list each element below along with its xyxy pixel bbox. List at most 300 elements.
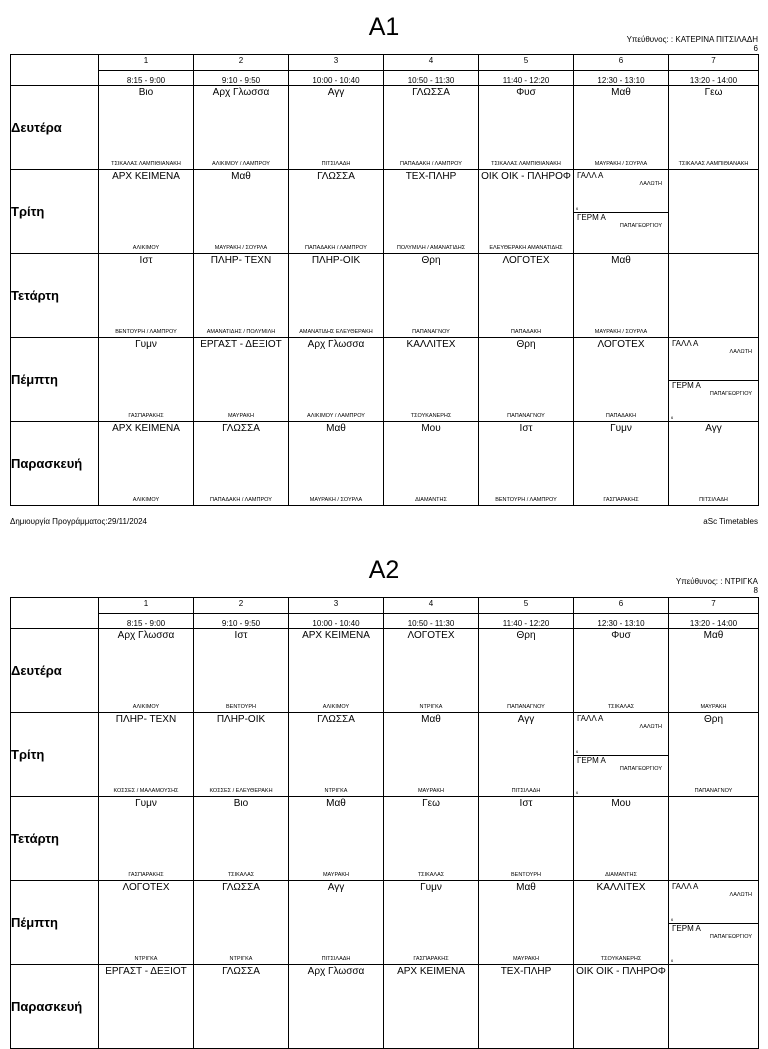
lesson-cell	[384, 422, 479, 506]
lesson-cell	[669, 629, 759, 713]
period-time: 13:20 - 14:00	[669, 71, 759, 86]
lesson	[289, 86, 383, 169]
lesson-teacher: ΠΑΠΑΔΑΚΗ / ΛΑΜΠΡΟΥ	[210, 497, 272, 503]
day-row	[11, 965, 759, 1049]
day-label: Πέμπτη	[11, 881, 99, 965]
period-number: 5	[479, 598, 574, 614]
lesson-cell	[384, 881, 479, 965]
lesson-teacher: ΒΕΝΤΟΥΡΗ / ΛΑΜΠΡΟΥ	[115, 329, 177, 335]
lesson	[384, 338, 478, 421]
lesson-teacher: ΓΑΣΠΑΡΑΚΗΣ	[413, 956, 449, 962]
lesson	[384, 965, 478, 1048]
lesson	[574, 86, 668, 169]
lesson	[289, 881, 383, 964]
lesson-subject: ΑΡΧ ΚΕΙΜΕΝΑ	[112, 423, 180, 434]
lesson-teacher: ΛΑΛΩΤΗ	[639, 724, 662, 730]
empty-slot	[669, 254, 758, 337]
lesson-cell	[479, 797, 574, 881]
lesson-cell	[669, 965, 759, 1049]
lesson-teacher: ΒΕΝΤΟΥΡΗ / ΛΑΜΠΡΟΥ	[495, 497, 557, 503]
lesson-teacher: ΠΑΠΑΝΑΓΝΟΥ	[507, 704, 545, 710]
lesson-subject: Γυμν	[135, 339, 157, 350]
day-label: Πέμπτη	[11, 338, 99, 422]
day-label: Τρίτη	[11, 713, 99, 797]
responsible-label: Υπεύθυνος: : ΚΑΤΕΡΙΝΑ ΠΙΤΣΙΛΑΔΗ	[626, 35, 758, 44]
lesson-cell	[99, 797, 194, 881]
timetable-grid	[10, 597, 759, 1049]
lesson-teacher: ΑΛΙΚΙΜΟΥ	[132, 704, 160, 710]
day-row	[11, 254, 759, 338]
responsible-teacher	[627, 35, 758, 53]
lesson	[384, 713, 478, 796]
group-marker: 6	[576, 748, 579, 754]
lesson-subject: Γυμν	[135, 798, 157, 809]
lesson	[574, 713, 668, 796]
lesson-cell	[574, 965, 669, 1049]
lesson	[289, 713, 383, 796]
lesson-teacher: ΠΑΠΑΔΑΚΗ / ΛΑΜΠΡΟΥ	[400, 161, 462, 167]
lesson-teacher: ΝΤΡΙΓΚΑ	[324, 788, 348, 794]
day-row	[11, 629, 759, 713]
lesson-teacher: ΠΙΤΣΙΛΑΔΗ	[511, 788, 541, 794]
lesson-cell	[194, 881, 289, 965]
lesson-subject: ΓΕΡΜ Α	[577, 212, 606, 222]
lesson-cell	[99, 422, 194, 506]
lesson-cell	[99, 713, 194, 797]
lesson-teacher: ΛΑΛΩΤΗ	[729, 892, 752, 898]
empty-slot	[669, 170, 758, 253]
lesson	[99, 86, 193, 169]
lesson	[479, 422, 573, 505]
corner-cell	[11, 598, 99, 629]
lesson	[669, 713, 758, 796]
period-time: 10:00 - 10:40	[289, 71, 384, 86]
lesson-subject: ΠΛΗΡ- ΤΕΧΝ	[210, 255, 272, 266]
lesson-teacher: ΠΑΠΑΝΑΓΝΟΥ	[507, 413, 545, 419]
period-number: 3	[289, 55, 384, 71]
lesson-subject: ΟΙΚ ΟΙΚ - ΠΛΗΡΟΦ	[481, 171, 571, 182]
period-number: 1	[99, 55, 194, 71]
lesson	[574, 881, 668, 964]
lesson-cell	[574, 338, 669, 422]
lesson-subject: Φυσ	[611, 630, 631, 641]
group-lesson-bottom	[669, 923, 758, 965]
period-number: 7	[669, 55, 759, 71]
lesson-subject: Θρη	[421, 255, 441, 266]
lesson-cell	[289, 881, 384, 965]
lesson-subject: ΠΛΗΡ- ΤΕΧΝ	[115, 714, 177, 725]
day-row	[11, 338, 759, 422]
lesson	[384, 254, 478, 337]
lesson-teacher: ΠΙΤΣΙΛΑΔΗ	[321, 956, 351, 962]
lesson-cell	[99, 86, 194, 170]
lesson-cell	[99, 254, 194, 338]
lesson-cell	[99, 170, 194, 254]
lesson	[479, 629, 573, 712]
lesson-cell	[194, 965, 289, 1049]
lesson-cell	[194, 338, 289, 422]
lesson-teacher: ΒΕΝΤΟΥΡΗ	[226, 704, 256, 710]
lesson	[479, 881, 573, 964]
period-time: 12:30 - 13:10	[574, 71, 669, 86]
lesson-subject: ΛΟΓΟΤΕΧ	[122, 882, 170, 893]
lesson-cell	[99, 338, 194, 422]
period-time: 11:40 - 12:20	[479, 614, 574, 629]
group-lesson-bottom	[669, 380, 758, 422]
lesson-subject: Γυμν	[420, 882, 442, 893]
lesson-teacher: ΜΑΥΡΑΚΗ	[700, 704, 727, 710]
lesson-cell	[669, 254, 759, 338]
period-number: 6	[574, 55, 669, 71]
lesson	[194, 881, 288, 964]
lesson-cell	[479, 629, 574, 713]
group-lesson-bottom	[574, 755, 668, 797]
period-number-row	[11, 55, 759, 71]
lesson	[194, 629, 288, 712]
lesson-cell	[194, 629, 289, 713]
lesson	[194, 338, 288, 421]
lesson	[194, 713, 288, 796]
day-label: Δευτέρα	[11, 86, 99, 170]
lesson-subject: Ιστ	[519, 798, 533, 809]
lesson-subject: ΛΟΓΟΤΕΧ	[407, 630, 455, 641]
lesson-cell	[289, 254, 384, 338]
lesson	[99, 797, 193, 880]
lesson-subject: ΓΛΩΣΣΑ	[222, 423, 260, 434]
lesson-teacher: ΠΙΤΣΙΛΑΔΗ	[321, 161, 351, 167]
lesson-teacher: ΜΑΥΡΑΚΗ	[417, 788, 445, 794]
day-label: Παρασκευή	[11, 965, 99, 1049]
lesson-subject: ΕΡΓΑΣΤ - ΔΕΞΙΟΤ	[105, 966, 187, 977]
lesson-cell	[669, 881, 759, 965]
lesson-teacher: ΠΑΠΑΓΕΩΡΓΙΟΥ	[709, 933, 752, 940]
lesson-cell	[194, 797, 289, 881]
day-label: Τρίτη	[11, 170, 99, 254]
lesson-cell	[384, 254, 479, 338]
lesson-cell	[99, 881, 194, 965]
group-lesson-top	[574, 170, 668, 213]
lesson-teacher: ΑΛΙΚΙΜΟΥ	[132, 497, 160, 503]
lesson-teacher: ΠΑΠΑΓΕΩΡΓΙΟΥ	[709, 390, 752, 397]
period-time: 13:20 - 14:00	[669, 614, 759, 629]
lesson-subject: ΓΛΩΣΣΑ	[412, 87, 450, 98]
period-time: 9:10 - 9:50	[194, 614, 289, 629]
lesson-teacher: ΝΤΡΙΓΚΑ	[134, 956, 158, 962]
lesson-teacher: ΜΑΥΡΑΚΗ	[512, 956, 540, 962]
lesson-cell	[384, 170, 479, 254]
lesson-teacher: ΓΑΣΠΑΡΑΚΗΣ	[128, 872, 164, 878]
lesson	[574, 422, 668, 505]
lesson-teacher: ΤΣΟΥΚΑΝΕΡΗΣ	[600, 956, 642, 962]
lesson-cell	[574, 422, 669, 506]
lesson-teacher: ΤΣΟΥΚΑΝΕΡΗΣ	[410, 413, 452, 419]
lesson-teacher: ΛΑΛΩΤΗ	[729, 349, 752, 355]
empty-slot	[669, 797, 758, 880]
lesson	[289, 338, 383, 421]
group-marker: 6	[671, 415, 674, 420]
lesson	[289, 254, 383, 337]
lesson-cell	[384, 629, 479, 713]
group-lesson-top	[574, 713, 668, 756]
lesson-subject: Αγγ	[327, 882, 345, 893]
class-title: A2	[368, 556, 400, 584]
lesson-subject: Θρη	[703, 714, 724, 725]
lesson-teacher: ΤΣΙΚΑΛΑΣ	[417, 872, 445, 878]
day-row	[11, 881, 759, 965]
lesson-subject: ΓΛΩΣΣΑ	[317, 714, 355, 725]
lesson-subject: Γεω	[422, 798, 440, 809]
lesson-subject: ΓΛΩΣΣΑ	[222, 966, 260, 977]
lesson-teacher: ΠΑΠΑΔΑΚΗ / ΛΑΜΠΡΟΥ	[305, 245, 367, 251]
lesson	[194, 254, 288, 337]
period-number: 4	[384, 55, 479, 71]
lesson	[479, 170, 573, 253]
lesson-subject: ΛΟΓΟΤΕΧ	[597, 339, 645, 350]
lesson	[194, 422, 288, 505]
lesson-teacher: ΑΛΙΚΙΜΟΥ	[132, 245, 160, 251]
lesson-subject: Ιστ	[234, 630, 248, 641]
lesson-cell	[99, 965, 194, 1049]
lesson-subject: Αρχ Γλωσσα	[117, 630, 175, 641]
period-time: 11:40 - 12:20	[479, 71, 574, 86]
lesson-cell	[384, 86, 479, 170]
period-time: 10:00 - 10:40	[289, 614, 384, 629]
lesson-subject: Μαθ	[326, 423, 346, 434]
lesson-cell	[479, 881, 574, 965]
lesson-cell	[384, 338, 479, 422]
period-number: 6	[574, 598, 669, 614]
lesson	[479, 797, 573, 880]
period-time: 8:15 - 9:00	[99, 71, 194, 86]
lesson-subject: Μου	[611, 798, 631, 809]
lesson-subject: ΓΛΩΣΣΑ	[317, 171, 355, 182]
lesson	[384, 629, 478, 712]
lesson-subject: Μαθ	[611, 255, 631, 266]
lesson-cell	[669, 338, 759, 422]
day-row	[11, 86, 759, 170]
lesson-subject: Αγγ	[705, 423, 722, 434]
lesson-teacher: ΤΣΙΚΑΛΑΣ ΛΑΜΠΙΘΙΑΝΑΚΗ	[491, 161, 561, 167]
lesson-teacher: ΜΑΥΡΑΚΗ	[322, 872, 350, 878]
lesson-subject: Αρχ Γλωσσα	[212, 87, 270, 98]
lesson-teacher: ΝΤΡΙΓΚΑ	[419, 704, 443, 710]
corner-cell	[11, 55, 99, 86]
group-marker: 6	[576, 205, 579, 211]
lesson-cell	[479, 86, 574, 170]
lesson-teacher: ΔΙΑΜΑΝΤΗΣ	[415, 497, 447, 503]
day-label: Τετάρτη	[11, 797, 99, 881]
lesson	[574, 170, 668, 253]
lesson-subject: Ιστ	[139, 255, 153, 266]
lesson	[289, 170, 383, 253]
lesson-subject: Αγγ	[517, 714, 535, 725]
lesson-cell	[289, 422, 384, 506]
timetable-block-a2	[10, 553, 758, 1033]
lesson-subject: Μαθ	[611, 87, 631, 98]
lesson-subject: Αρχ Γλωσσα	[307, 339, 365, 350]
lesson-teacher: ΠΑΠΑΓΕΩΡΓΙΟΥ	[619, 222, 662, 229]
lesson	[384, 170, 478, 253]
lesson	[384, 422, 478, 505]
lesson-cell	[384, 965, 479, 1049]
lesson-subject: ΠΛΗΡ-ΟΙΚ	[216, 714, 266, 725]
lesson-cell	[479, 254, 574, 338]
lesson-subject: ΚΑΛΛΙΤΕΧ	[406, 339, 456, 350]
lesson	[194, 86, 288, 169]
period-number: 2	[194, 55, 289, 71]
lesson-cell	[99, 629, 194, 713]
lesson-subject: Μαθ	[326, 798, 346, 809]
lesson-teacher: ΜΑΥΡΑΚΗ	[227, 413, 255, 419]
group-lesson-top	[669, 338, 758, 381]
lesson-subject: Μαθ	[703, 630, 724, 641]
responsible-number: 8	[753, 586, 758, 595]
lesson	[99, 881, 193, 964]
lesson-subject: Αρχ Γλωσσα	[307, 966, 365, 977]
lesson-cell	[574, 170, 669, 254]
period-time-row	[11, 71, 759, 86]
lesson-teacher: ΑΛΙΚΙΜΟΥ / ΛΑΜΠΡΟΥ	[212, 161, 270, 167]
lesson-subject: ΓΕΡΜ Α	[672, 923, 701, 933]
period-time: 9:10 - 9:50	[194, 71, 289, 86]
lesson-subject: Ιστ	[519, 423, 533, 434]
period-time: 10:50 - 11:30	[384, 71, 479, 86]
day-label: Τετάρτη	[11, 254, 99, 338]
lesson-cell	[669, 422, 759, 506]
lesson-subject: Μαθ	[516, 882, 536, 893]
group-lesson-bottom	[574, 212, 668, 254]
period-time: 12:30 - 13:10	[574, 614, 669, 629]
responsible-number: 6	[753, 44, 758, 53]
lesson-cell	[574, 254, 669, 338]
lesson-subject: Θρη	[516, 630, 536, 641]
lesson-subject: ΓΕΡΜ Α	[672, 380, 701, 390]
lesson-cell	[289, 338, 384, 422]
lesson	[574, 629, 668, 712]
lesson-teacher: ΠΟΛΥΜΙΛΗ / ΑΜΑΝΑΤΙΔΗΣ	[396, 245, 466, 251]
lesson-teacher: ΜΑΥΡΑΚΗ / ΣΟΥΡΛΑ	[594, 161, 648, 167]
lesson	[99, 965, 193, 1048]
lesson-teacher: ΤΣΙΚΑΛΑΣ ΛΑΜΠΙΘΙΑΝΑΚΗ	[678, 161, 749, 167]
lesson	[479, 713, 573, 796]
lesson-teacher: ΔΙΑΜΑΝΤΗΣ	[605, 872, 637, 878]
group-marker: 6	[671, 958, 674, 963]
lesson-teacher: ΚΟΣΣΕΣ / ΕΛΕΥΘΕΡΑΚΗ	[209, 788, 273, 794]
day-row	[11, 713, 759, 797]
lesson-cell	[289, 629, 384, 713]
lesson-subject: ΓΛΩΣΣΑ	[222, 882, 260, 893]
lesson	[669, 338, 758, 421]
lesson-cell	[574, 797, 669, 881]
period-number: 7	[669, 598, 759, 614]
created-date: Δημιουργία Προγράμματος:29/11/2024	[10, 517, 147, 526]
lesson	[669, 629, 758, 712]
lesson-subject: Φυσ	[516, 87, 536, 98]
lesson-teacher: ΜΑΥΡΑΚΗ / ΣΟΥΡΛΑ	[594, 329, 648, 335]
lesson-cell	[574, 713, 669, 797]
lesson-subject: ΑΡΧ ΚΕΙΜΕΝΑ	[112, 171, 180, 182]
lesson-subject: Βιο	[233, 798, 249, 809]
lesson-cell	[479, 338, 574, 422]
lesson-subject: Βιο	[138, 87, 154, 98]
group-marker: 6	[671, 916, 674, 922]
lesson	[479, 338, 573, 421]
lesson	[669, 86, 758, 169]
lesson-cell	[479, 170, 574, 254]
period-number: 4	[384, 598, 479, 614]
lesson	[99, 338, 193, 421]
lesson-teacher: ΑΛΙΚΙΜΟΥ	[322, 704, 350, 710]
day-row	[11, 422, 759, 506]
lesson	[574, 254, 668, 337]
lesson-cell	[289, 86, 384, 170]
lesson-cell	[289, 965, 384, 1049]
lesson-subject: ΚΑΛΛΙΤΕΧ	[596, 882, 646, 893]
lesson-subject: ΓΑΛΛ Α	[577, 171, 604, 180]
lesson	[194, 965, 288, 1048]
lesson-subject: ΓΑΛΛ Α	[672, 882, 699, 891]
group-lesson-top	[669, 881, 758, 924]
lesson-teacher: ΕΛΕΥΘΕΡΑΚΗ ΑΜΑΝΑΤΙΔΗΣ	[489, 245, 563, 251]
lesson-cell	[669, 713, 759, 797]
lesson-cell	[669, 797, 759, 881]
lesson	[479, 254, 573, 337]
lesson	[289, 797, 383, 880]
lesson-teacher: ΝΤΡΙΓΚΑ	[229, 956, 253, 962]
lesson-cell	[194, 254, 289, 338]
lesson-cell	[289, 170, 384, 254]
empty-slot	[669, 965, 758, 1048]
lesson-subject: Θρη	[516, 339, 536, 350]
lesson-subject: Αγγ	[327, 87, 345, 98]
period-number: 2	[194, 598, 289, 614]
lesson-cell	[194, 86, 289, 170]
lesson-teacher: ΓΑΣΠΑΡΑΚΗΣ	[603, 497, 639, 503]
lesson-subject: ΤΕΧ-ΠΛΗΡ	[500, 966, 552, 977]
lesson	[99, 422, 193, 505]
lesson-cell	[669, 170, 759, 254]
lesson-teacher: ΠΑΠΑΔΑΚΗ	[510, 329, 542, 335]
lesson-cell	[669, 86, 759, 170]
lesson-teacher: ΓΑΣΠΑΡΑΚΗΣ	[128, 413, 164, 419]
lesson-teacher: ΤΣΙΚΑΛΑΣ	[607, 704, 635, 710]
lesson	[384, 86, 478, 169]
lesson-cell	[479, 422, 574, 506]
period-time: 8:15 - 9:00	[99, 614, 194, 629]
software-credit: aSc Timetables	[703, 517, 758, 526]
lesson-subject: Γεω	[704, 87, 723, 98]
timetable-block-a1	[10, 10, 758, 530]
lesson	[479, 965, 573, 1048]
lesson	[384, 797, 478, 880]
lesson	[669, 422, 758, 505]
lesson	[99, 254, 193, 337]
period-number-row	[11, 598, 759, 614]
lesson-teacher: ΠΑΠΑΝΑΓΝΟΥ	[412, 329, 450, 335]
period-number: 5	[479, 55, 574, 71]
lesson-subject: Γυμν	[610, 423, 632, 434]
lesson-subject: Μου	[421, 423, 441, 434]
lesson-teacher: ΠΑΠΑΝΑΓΝΟΥ	[694, 788, 733, 794]
lesson-cell	[194, 170, 289, 254]
lesson-teacher: ΜΑΥΡΑΚΗ / ΣΟΥΡΛΑ	[309, 497, 363, 503]
lesson-teacher: ΑΛΙΚΙΜΟΥ / ΛΑΜΠΡΟΥ	[307, 413, 365, 419]
lesson-teacher: ΑΜΑΝΑΤΙΔΗΣ / ΠΟΛΥΜΙΛΗ	[206, 329, 276, 335]
lesson-cell	[479, 713, 574, 797]
lesson	[289, 965, 383, 1048]
lesson-teacher: ΜΑΥΡΑΚΗ / ΣΟΥΡΛΑ	[214, 245, 268, 251]
lesson-cell	[384, 797, 479, 881]
